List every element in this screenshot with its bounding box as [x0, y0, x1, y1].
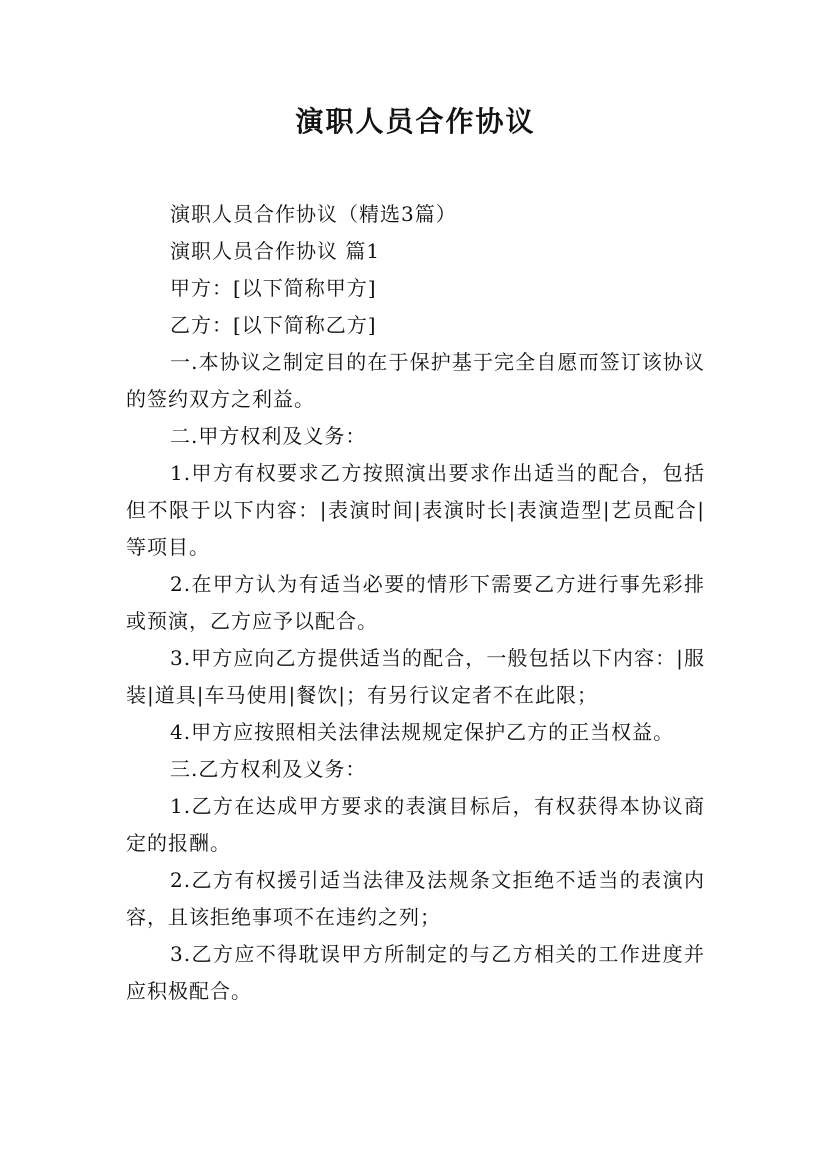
paragraph-party-b: 乙方：[以下简称乙方] — [170, 313, 377, 337]
document-title: 演职人员合作协议 — [295, 105, 536, 138]
paragraph-clause-2-item-2: 2.在甲方认为有适当必要的情形下需要乙方进行事先彩排或预演，乙方应予以配合。 — [126, 572, 705, 633]
paragraph-clause-3-item-3: 3.乙方应不得耽误甲方所制定的与乙方相关的工作进度并应积极配合。 — [126, 942, 705, 1003]
paragraph-clause-2-heading: 二.甲方权利及义务： — [170, 424, 367, 448]
paragraph-section-heading: 演职人员合作协议 篇1 — [170, 239, 381, 263]
paragraph-party-a: 甲方：[以下简称甲方] — [170, 276, 377, 300]
paragraph-clause-3-item-1: 1.乙方在达成甲方要求的表演目标后，有权获得本协议商定的报酬。 — [126, 794, 705, 855]
paragraph-clause-1: 一.本协议之制定目的在于保护基于完全自愿而签订该协议的签约双方之利益。 — [126, 350, 705, 411]
paragraph-clause-3-heading: 三.乙方权利及义务： — [170, 757, 367, 781]
paragraph-subtitle: 演职人员合作协议（精选3篇） — [170, 202, 457, 226]
paragraph-clause-2-item-1: 1.甲方有权要求乙方按照演出要求作出适当的配合，包括但不限于以下内容：|表演时间|表演时长|表演造型|艺员配合|等项目。 — [126, 461, 705, 559]
paragraph-clause-3-item-2: 2.乙方有权援引适当法律及法规条文拒绝不适当的表演内容，且该拒绝事项不在违约之列； — [126, 868, 705, 929]
paragraph-clause-2-item-4: 4.甲方应按照相关法律法规规定保护乙方的正当权益。 — [170, 720, 675, 744]
paragraph-clause-2-item-3: 3.甲方应向乙方提供适当的配合，一般包括以下内容：|服装|道具|车马使用|餐饮|；有另行议定者不在此限； — [126, 646, 705, 707]
